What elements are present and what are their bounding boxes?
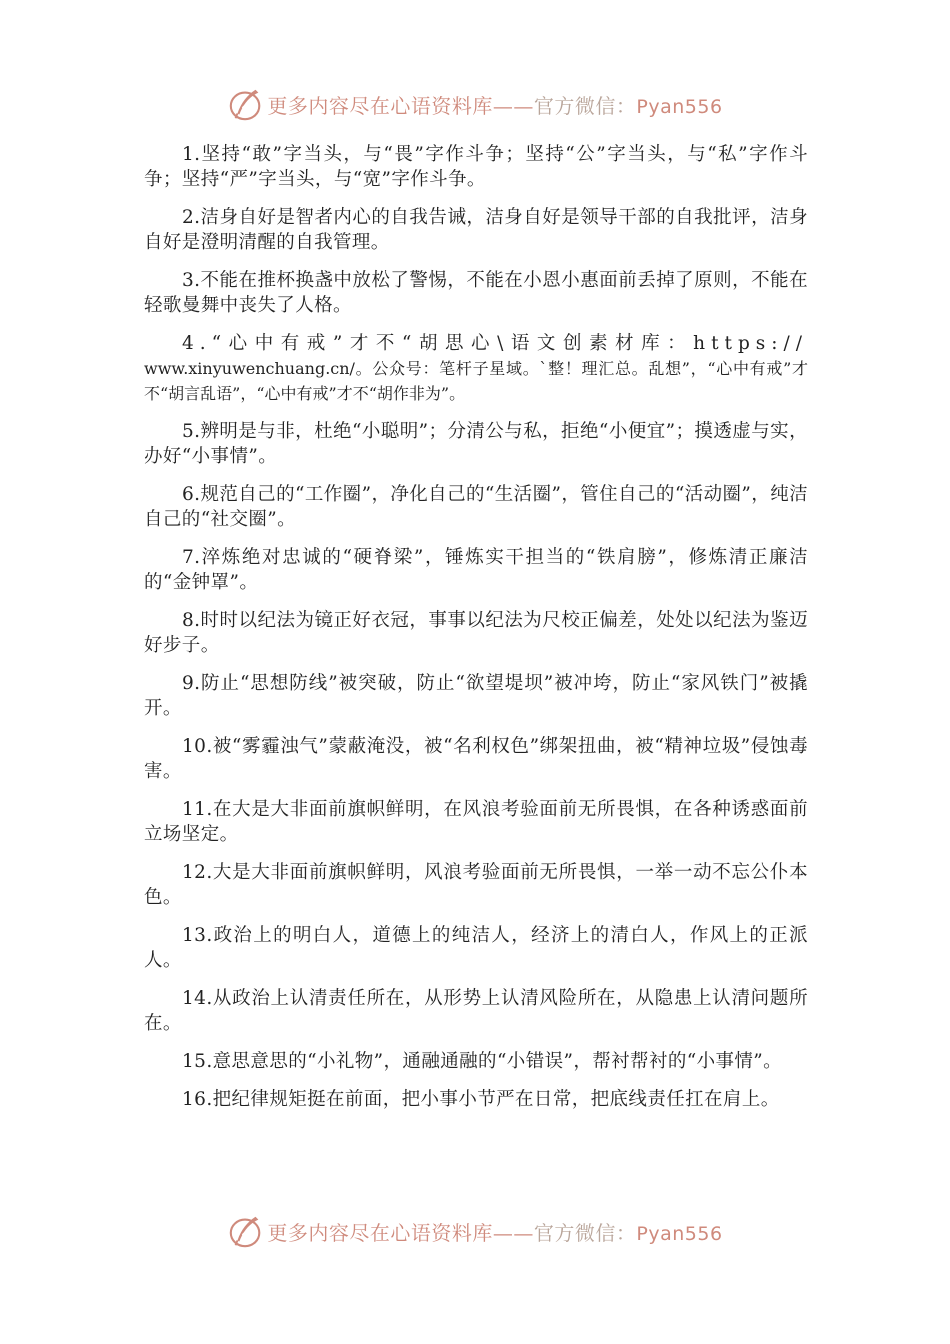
header-banner-inner bbox=[227, 85, 722, 123]
footer-wechat-id: Pyan556 bbox=[636, 1222, 723, 1245]
header-wechat-id: Pyan556 bbox=[636, 95, 723, 118]
list-item-8: 8.时时以纪法为镜正好衣冠，事事以纪法为尺校正偏差，处处以纪法为鉴迈好步子。 bbox=[144, 610, 808, 656]
quill-logo-icon bbox=[227, 1212, 265, 1250]
list-item-9: 9.防止“思想防线”被突破，防止“欲望堤坝”被冲垮，防止“家风铁门”被撬开。 bbox=[144, 673, 808, 719]
header-banner bbox=[0, 84, 950, 124]
list-item-7: 7.淬炼绝对忠诚的“硬脊梁”，锤炼实干担当的“铁肩膀”，修炼清正廉洁的“金钟罩”。 bbox=[144, 547, 808, 593]
footer-banner-text bbox=[267, 1217, 722, 1246]
list-item-10: 10.被“雾霾浊气”蒙蔽淹没，被“名利权色”绑架扭曲，被“精神垃圾”侵蚀毒害。 bbox=[144, 736, 808, 782]
list-item-15: 15.意思意思的“小礼物”，通融通融的“小错误”，帮衬帮衬的“小事情”。 bbox=[182, 1051, 783, 1072]
footer-dash: —— bbox=[492, 1220, 534, 1245]
list-item-1: 1.坚持“敢”字当头，与“畏”字作斗争；坚持“公”字当头，与“私”字作斗争；坚持“严”字当头，与“宽”字作斗争。 bbox=[144, 144, 808, 190]
list-item-4-head: 4.“心中有戒”才不“胡思心\语文创素材库：https:// bbox=[182, 333, 808, 354]
footer-sub-text: 官方微信： bbox=[533, 1220, 637, 1245]
footer-banner-inner bbox=[227, 1212, 722, 1250]
list-item-13: 13.政治上的明白人，道德上的纯洁人，经济上的清白人，作风上的正派人。 bbox=[144, 925, 808, 971]
header-main-text: 更多内容尽在心语资料库 bbox=[267, 93, 493, 118]
list-item-11: 11.在大是大非面前旗帜鲜明，在风浪考验面前无所畏惧，在各种诱惑面前立场坚定。 bbox=[144, 799, 808, 845]
list-item-3: 3.不能在推杯换盏中放松了警惕，不能在小恩小惠面前丢掉了原则，不能在轻歌曼舞中丧失了人格。 bbox=[144, 270, 808, 316]
footer-banner bbox=[0, 1211, 950, 1251]
list-item-5: 5.辨明是与非，杜绝“小聪明”；分清公与私，拒绝“小便宜”；摸透虚与实，办好“小事情”。 bbox=[144, 421, 808, 467]
list-item-2: 2.洁身自好是智者内心的自我告诫，洁身自好是领导干部的自我批评，洁身自好是澄明清醒的自我管理。 bbox=[144, 207, 808, 253]
header-banner-text bbox=[267, 90, 722, 119]
list-item-4-tail: www.xinyuwenchuang.cn/。公众号：笔杆子星域。`整！理汇总。乱想”，“心中有戒”才不“胡言乱语”，“心中有戒”才不“胡作非为”。 bbox=[144, 359, 808, 403]
list-item-4 bbox=[144, 331, 808, 406]
header-dash: —— bbox=[492, 93, 534, 118]
header-sub-text: 官方微信： bbox=[533, 93, 637, 118]
list-item-14: 14.从政治上认清责任所在，从形势上认清风险所在，从隐患上认清问题所在。 bbox=[144, 988, 808, 1034]
quill-logo-icon bbox=[227, 85, 265, 123]
list-item-16: 16.把纪律规矩挺在前面，把小事小节严在日常，把底线责任扛在肩上。 bbox=[182, 1089, 780, 1110]
footer-main-text: 更多内容尽在心语资料库 bbox=[267, 1220, 493, 1245]
document-body bbox=[144, 142, 808, 1125]
list-item-6: 6.规范自己的“工作圈”，净化自己的“生活圈”，管住自己的“活动圈”，纯洁自己的“社交圈”。 bbox=[144, 484, 808, 530]
list-item-12: 12.大是大非面前旗帜鲜明，风浪考验面前无所畏惧，一举一动不忘公仆本色。 bbox=[144, 862, 808, 908]
